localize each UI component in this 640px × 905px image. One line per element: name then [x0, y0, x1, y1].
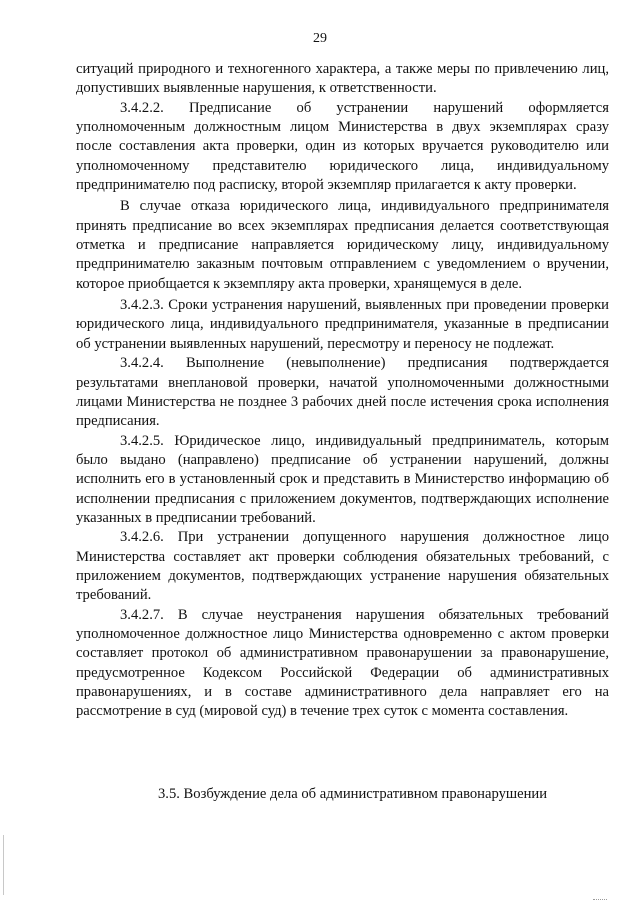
paragraph-continuation: ситуаций природного и техногенного характера, а также меры по привлечению лиц, допустивших выявленные нарушения, к ответственности.: [76, 61, 609, 97]
paragraph-refusal: В случае отказа юридического лица, индивидуального предпринимателя принять предписание во всех экземплярах предписания делается соответствующая отметка и предписание направляется юридическому лицу, индивидуальному предпринимателю заказным почтовым отправлением с уведомлением о вручении, которое приобщается к экземпляру акта проверки, хранящемуся в деле.: [76, 198, 609, 292]
paragraph-3-4-2-3: 3.4.2.3. Сроки устранения нарушений, выявленных при проведении проверки юридического лица, индивидуального предпринимателя, указанные в предписании об устранении выявленных нарушений, пересмотру и переносу не подлежат.: [76, 297, 609, 352]
document-body: [76, 60, 609, 722]
paragraph-3-4-2-5: 3.4.2.5. Юридическое лицо, индивидуальный предприниматель, которым было выдано (направлено) предписание об устранении нарушений, должны исполнить его в установленный срок и представить в Министерство информацию об исполнении предписания с приложением документов, подтверждающих исполнение указанных в предписании требований.: [76, 432, 609, 526]
page-number: 29: [313, 31, 327, 46]
paragraph-3-4-2-2: 3.4.2.2. Предписание об устранении нарушений оформляется уполномоченным должностным лицом Министерства в двух экземплярах сразу после составления акта проверки, один из которых вручается руководителю или уполномоченному представителю юридического лица, индивидуальному предпринимателю под расписку, второй экземпляр прилагается к акту проверки.: [76, 99, 609, 194]
section-heading: 3.5. Возбуждение дела об административном правонарушении: [158, 786, 548, 802]
paragraph-3-4-2-6: 3.4.2.6. При устранении допущенного нарушения должностное лицо Министерства составляет акт проверки соблюдения обязательных требований, с приложением документов, подтверждающих устранение нарушения обязательных требований.: [76, 529, 609, 604]
paragraph-3-4-2-4: 3.4.2.4. Выполнение (невыполнение) предписания подтверждается результатами внеплановой проверки, начатой уполномоченными должностными лицами Министерства не позднее 3 рабочих дней после истечения срока исполнения предписания.: [76, 355, 609, 430]
scan-corner-mark: [593, 893, 607, 900]
scan-edge-mark: [3, 835, 4, 895]
paragraph-3-4-2-7: 3.4.2.7. В случае неустранения нарушения обязательных требований уполномоченное должностное лицо Министерства одновременно с актом проверки составляет протокол об административном правонарушении за правонарушение, предусмотренное Кодексом Российской Федерации об административных правонарушениях, и в составе административного дела направляет его на рассмотрение в суд (мировой суд) в течение трех суток с момента составления.: [76, 606, 609, 720]
